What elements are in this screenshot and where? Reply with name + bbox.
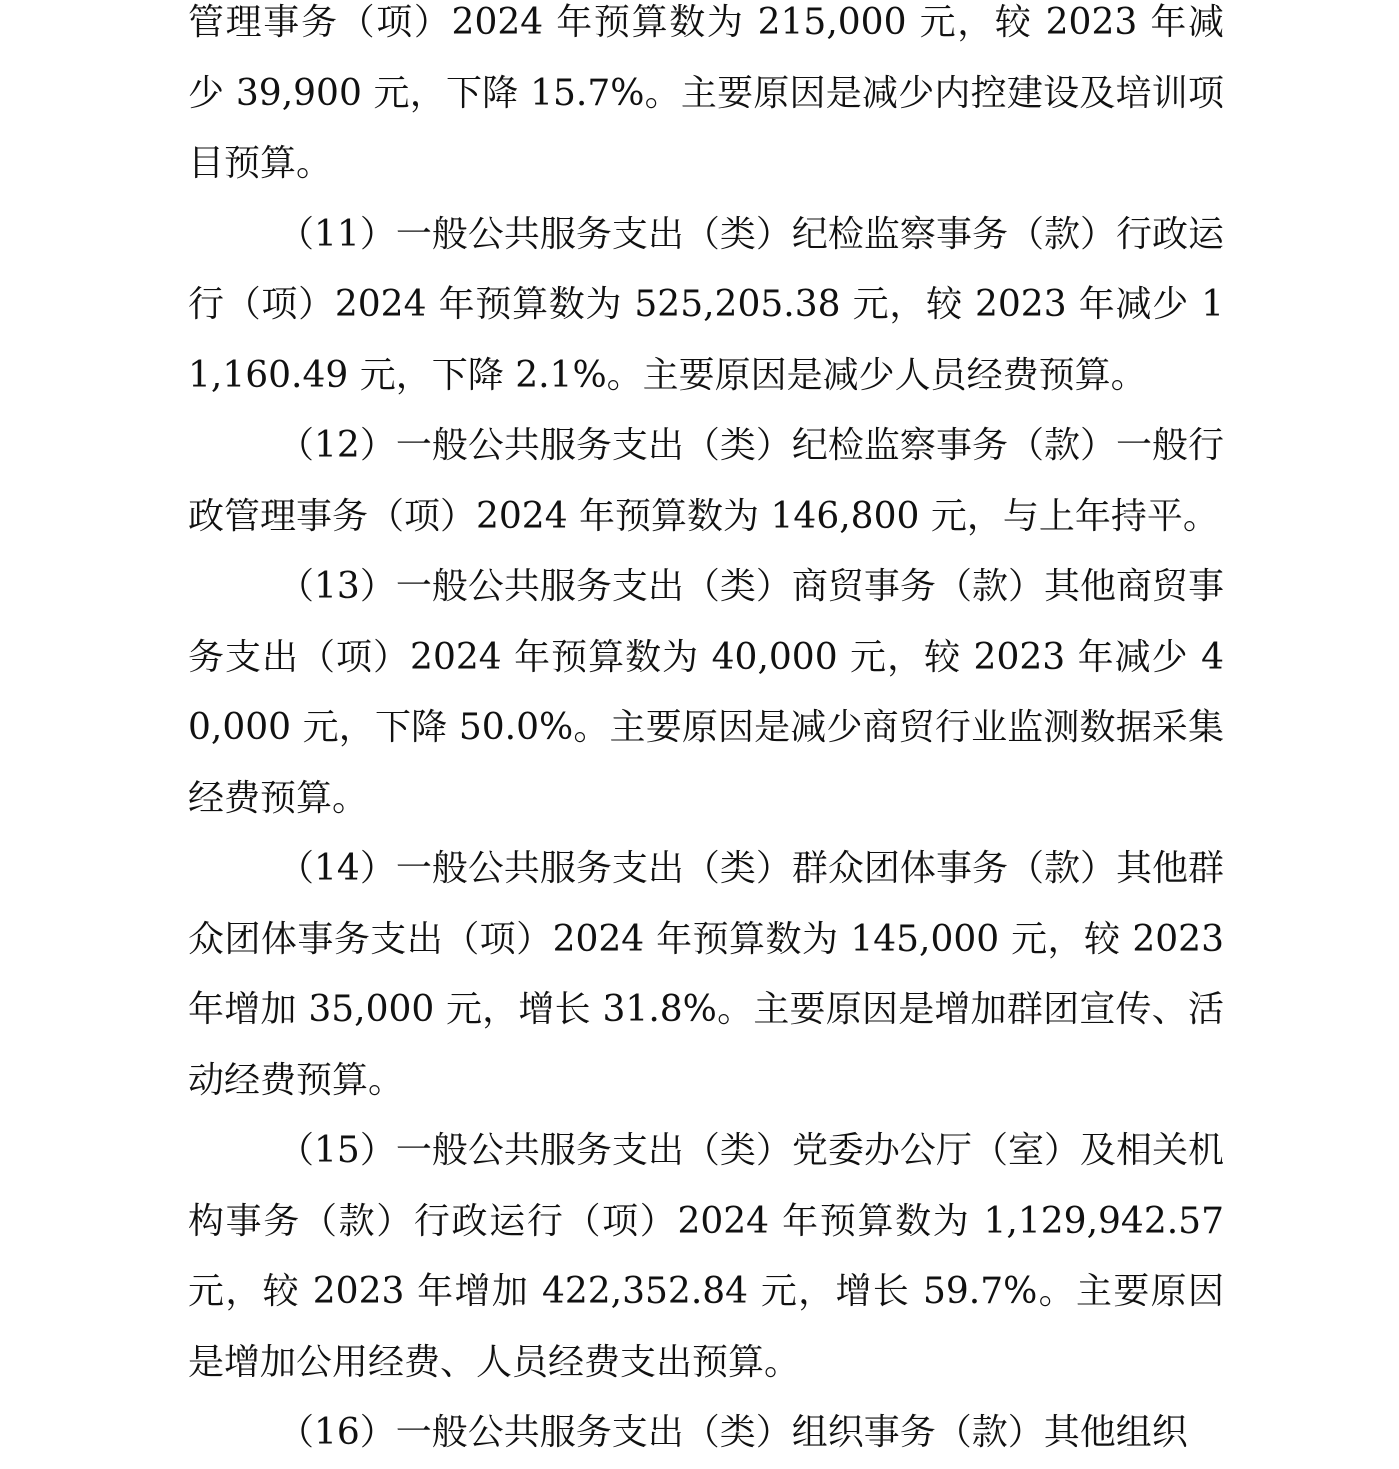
paragraph-item-16: （16）一般公共服务支出（类）组织事务（款）其他组织: [278, 1412, 1188, 1453]
paragraph-continuation-item-10: 管理事务（项）2024 年预算数为 215,000 元，较 2023 年减少 39,900 元，下降 15.7%。主要原因是减少内控建设及培训项目预算。: [188, 2, 1224, 184]
paragraph-item-11: （11）一般公共服务支出（类）纪检监察事务（款）行政运行（项）2024 年预算数为 525,205.38 元，较 2023 年减少 11,160.49 元，下降 2.1%。主要原因是减少人员经费预算。: [188, 213, 1224, 396]
document-body: [188, 0, 1224, 1469]
paragraph-item-12: （12）一般公共服务支出（类）纪检监察事务（款）一般行政管理事务（项）2024 年预算数为 146,800 元，与上年持平。: [188, 425, 1224, 537]
paragraph-item-14: （14）一般公共服务支出（类）群众团体事务（款）其他群众团体事务支出（项）2024 年预算数为 145,000 元，较 2023 年增加 35,000 元，增长 31.8%。主要原因是增加群团宣传、活动经费预算。: [188, 848, 1224, 1101]
paragraph-item-15: （15）一般公共服务支出（类）党委办公厅（室）及相关机构事务（款）行政运行（项）2024 年预算数为 1,129,942.57 元，较 2023 年增加 422,352.84 元，增长 59.7%。主要原因是增加公用经费、人员经费支出预算。: [188, 1130, 1224, 1383]
paragraph-item-13: （13）一般公共服务支出（类）商贸事务（款）其他商贸事务支出（项）2024 年预算数为 40,000 元，较 2023 年减少 40,000 元，下降 50.0%。主要原因是减少商贸行业监测数据采集经费预算。: [188, 566, 1224, 819]
